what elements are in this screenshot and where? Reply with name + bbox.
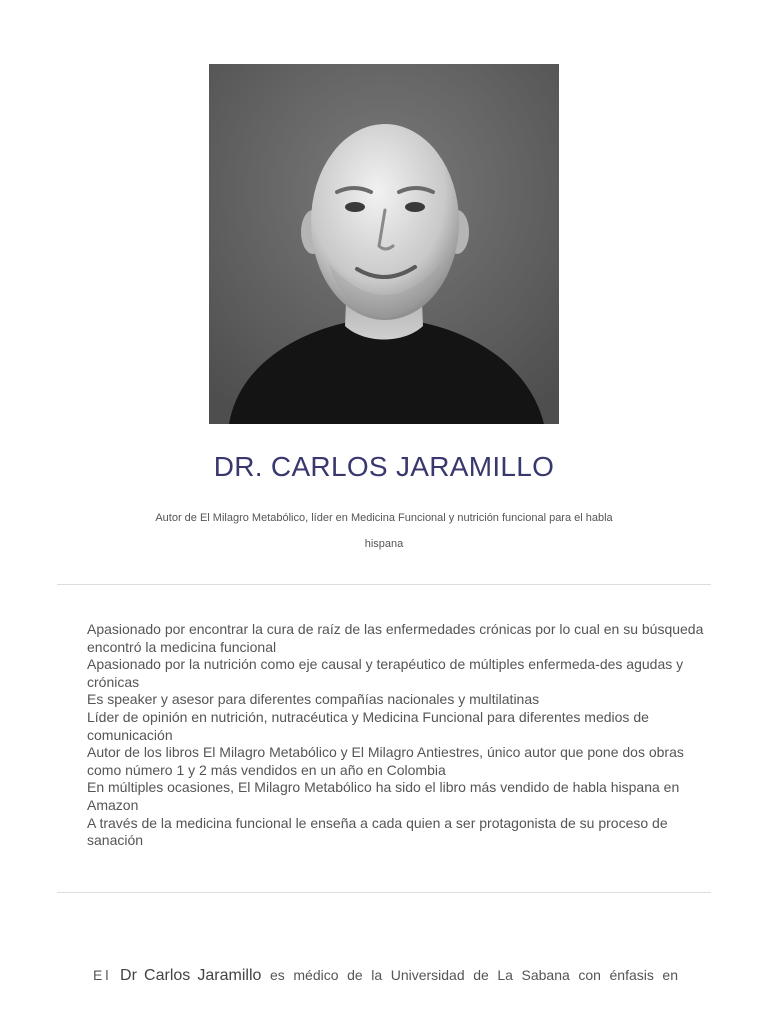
highlight-item: Autor de los libros El Milagro Metabólico y El Milagro Antiestres, único autor que pone dos obras como número 1 y 2 más vendidos en un año en Colombia	[87, 744, 684, 778]
author-tagline	[124, 505, 644, 557]
bio-name: Dr Carlos Jaramillo	[120, 967, 262, 984]
highlight-item: A través de la medicina funcional le enseña a cada quien a ser protagonista de su proceso de sanación	[87, 814, 668, 849]
highlight-item: En múltiples ocasiones, El Milagro Metabólico ha sido el libro más vendido de habla hispana en Amazon	[87, 779, 680, 813]
tagline-line-2: hispana	[364, 538, 404, 550]
bio-text: es médico de la Universidad de La Sabana con énfasis en	[270, 967, 679, 983]
highlights-list	[87, 621, 707, 850]
highlight-item: Apasionado por encontrar la cura de raíz de las enfermedades crónicas por lo cual en su búsqueda encontró la medicina funcional	[87, 621, 704, 655]
tagline-line-1: Autor de El Milagro Metabólico, líder en Medicina Funcional y nutrición funcional para el habla	[155, 512, 613, 524]
author-portrait	[209, 64, 559, 424]
section-divider-bottom	[57, 892, 711, 893]
portrait-photo	[209, 64, 559, 424]
highlight-item: Apasionado por la nutrición como eje causal y terapéutico de múltiples enfermeda-des agudas y crónicas	[87, 656, 684, 690]
bio-lead: El	[93, 967, 112, 983]
section-divider-top	[57, 584, 711, 585]
highlight-item: Líder de opinión en nutrición, nutracéutica y Medicina Funcional para diferentes medios de comunicación	[87, 708, 649, 743]
bio-paragraph	[93, 963, 678, 988]
highlight-item: Es speaker y asesor para diferentes compañías nacionales y multilatinas	[87, 691, 540, 708]
author-name: DR. CARLOS JARAMILLO	[213, 451, 555, 482]
